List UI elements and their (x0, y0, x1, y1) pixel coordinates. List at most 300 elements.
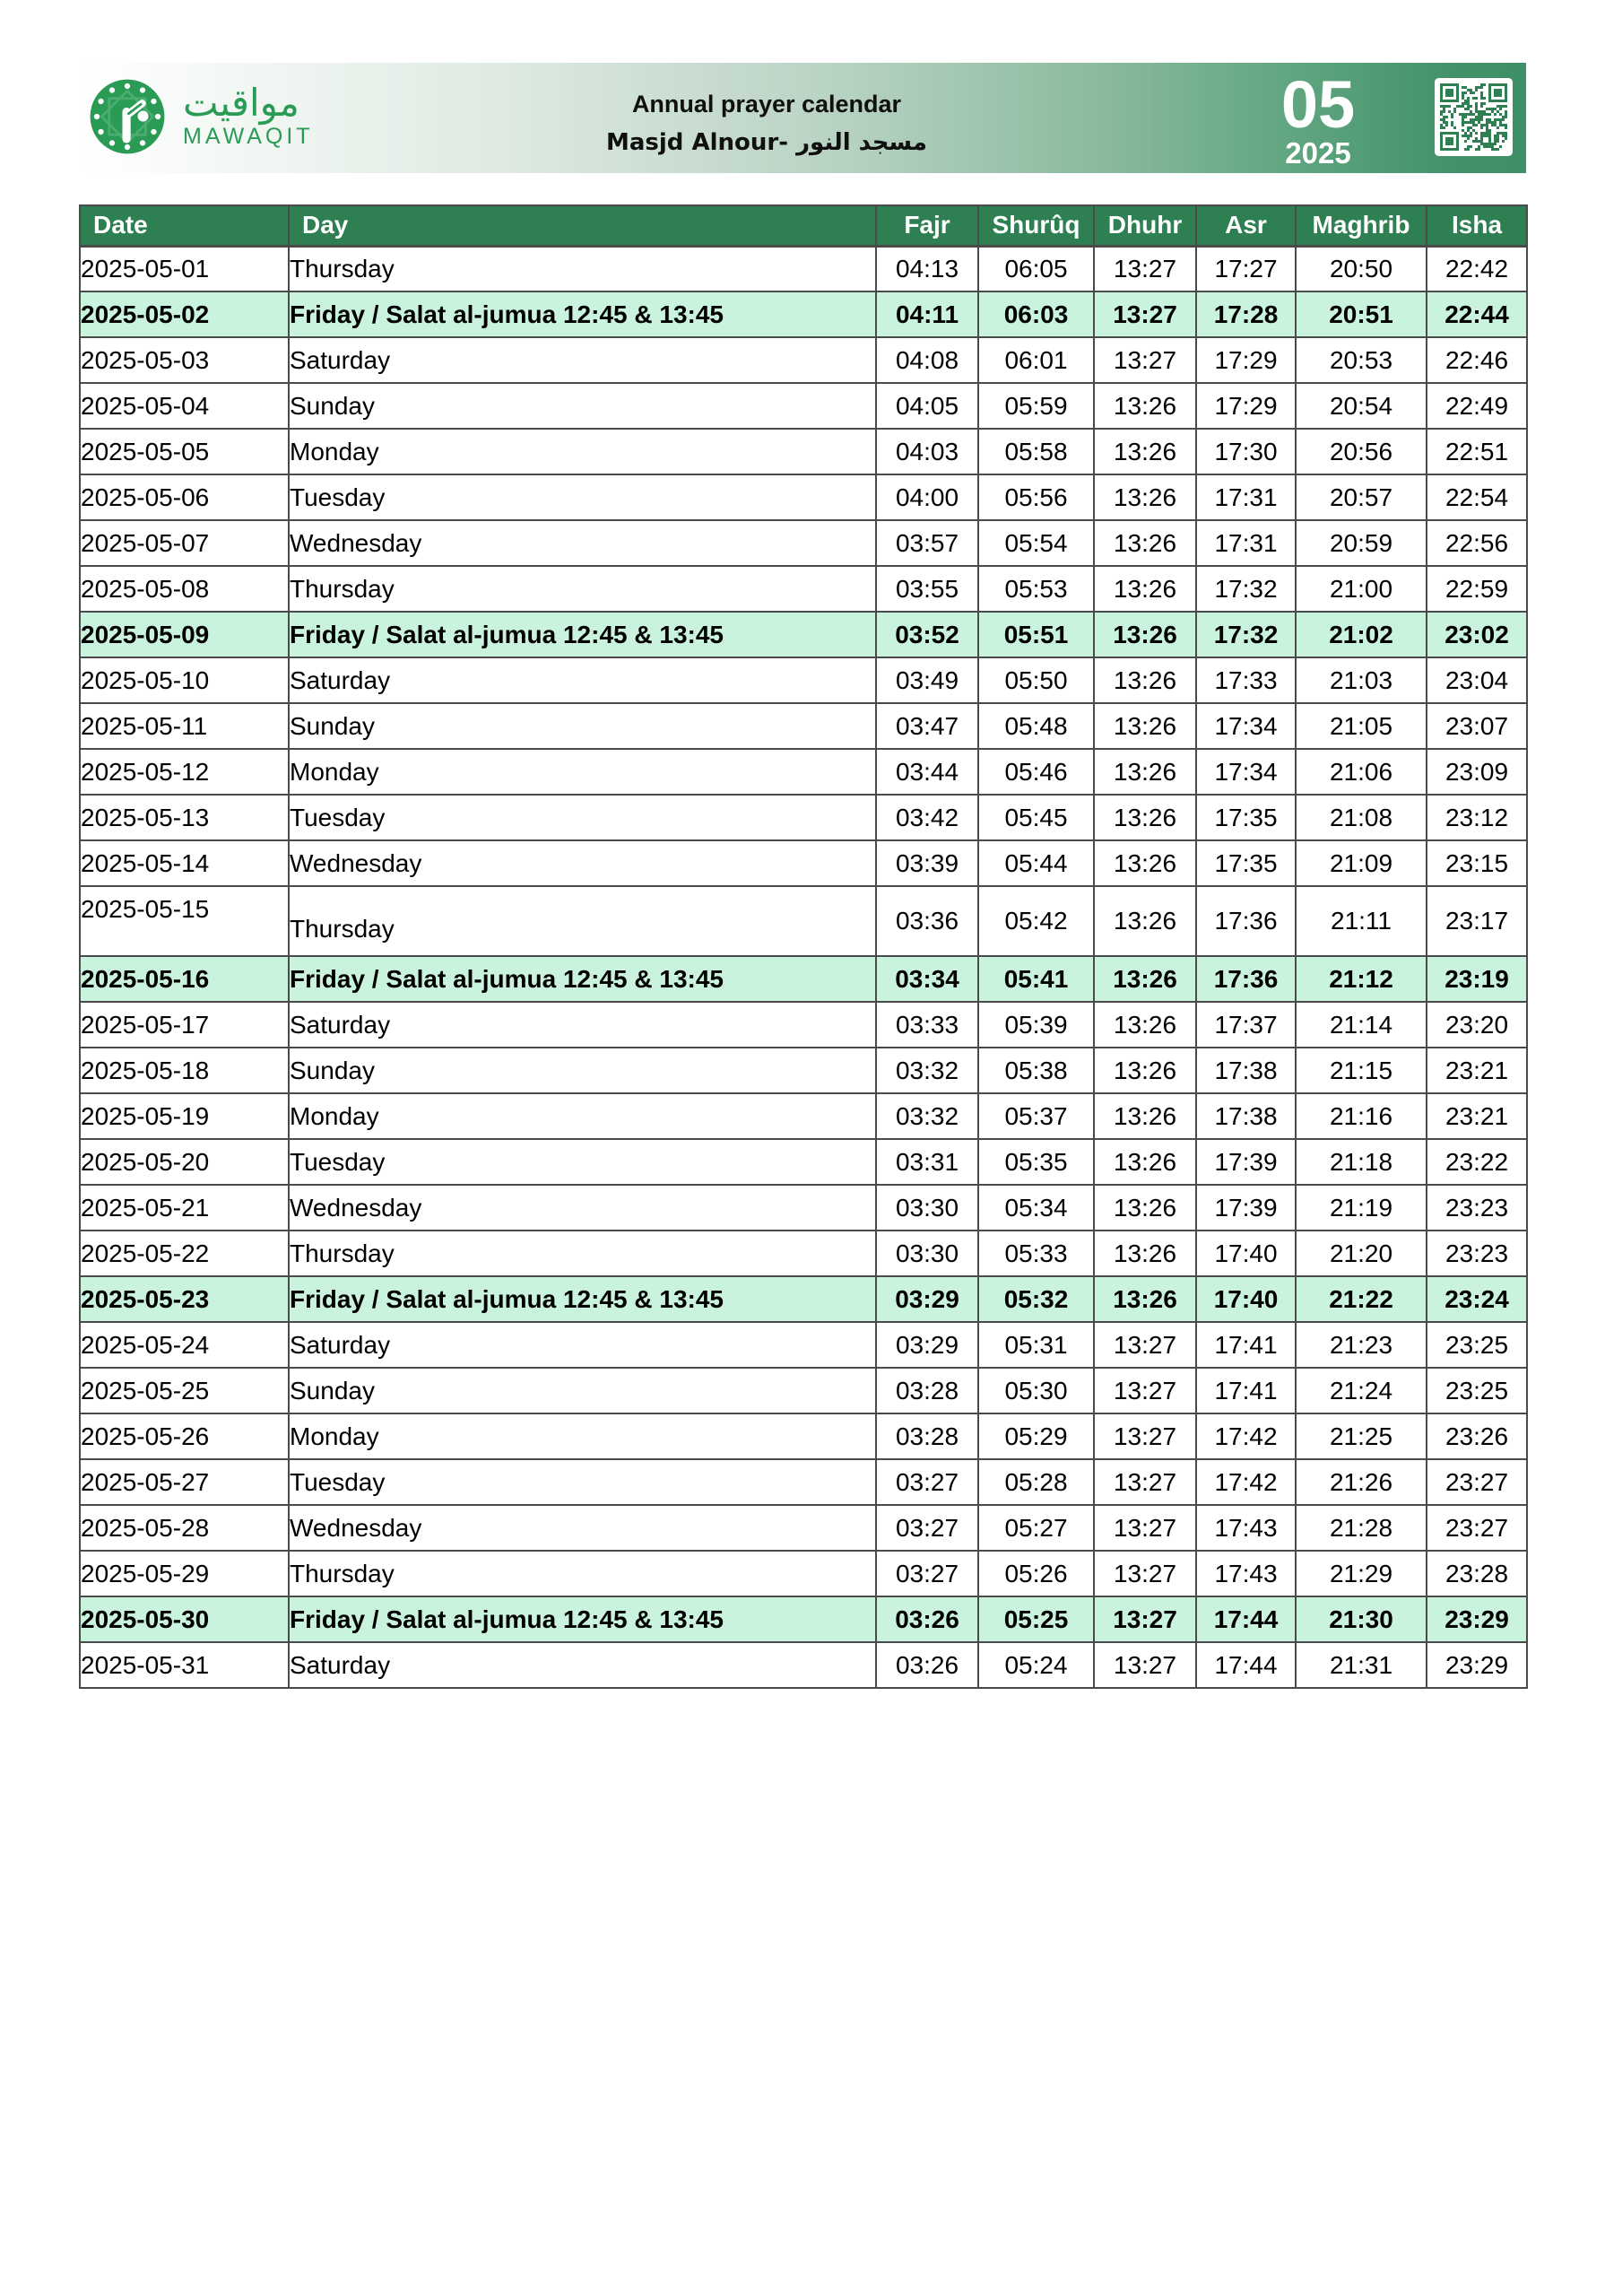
time-cell-maghrib: 20:50 (1296, 246, 1427, 291)
date-cell: 2025-05-06 (80, 474, 289, 520)
day-cell: Sunday (289, 1048, 876, 1093)
time-cell-isha: 23:09 (1427, 749, 1527, 795)
date-cell: 2025-05-09 (80, 612, 289, 657)
time-cell-asr: 17:34 (1196, 703, 1296, 749)
time-cell-dhuhr: 13:27 (1094, 1322, 1196, 1368)
day-cell: Sunday (289, 1368, 876, 1413)
time-cell-asr: 17:28 (1196, 291, 1296, 337)
time-cell-isha: 23:29 (1427, 1642, 1527, 1688)
date-cell: 2025-05-05 (80, 429, 289, 474)
qr-code-icon (1435, 78, 1513, 156)
table-header (80, 205, 1527, 246)
logo-arabic-text: مواقيت (183, 80, 299, 125)
day-cell: Friday / Salat al-jumua 12:45 & 13:45 (289, 956, 876, 1002)
date-cell: 2025-05-28 (80, 1505, 289, 1551)
date-cell: 2025-05-08 (80, 566, 289, 612)
time-cell-maghrib: 21:20 (1296, 1231, 1427, 1276)
table-row (80, 1231, 1527, 1276)
logo-latin-text: MAWAQIT (183, 123, 314, 149)
time-cell-fajr: 04:11 (876, 291, 978, 337)
table-row (80, 1551, 1527, 1596)
column-header-maghrib: Maghrib (1296, 205, 1427, 246)
time-cell-asr: 17:42 (1196, 1459, 1296, 1505)
time-cell-shur-q: 05:31 (978, 1322, 1094, 1368)
time-cell-fajr: 03:31 (876, 1139, 978, 1185)
time-cell-shur-q: 05:48 (978, 703, 1094, 749)
day-cell: Wednesday (289, 840, 876, 886)
time-cell-maghrib: 21:24 (1296, 1368, 1427, 1413)
time-cell-asr: 17:38 (1196, 1048, 1296, 1093)
time-cell-fajr: 04:00 (876, 474, 978, 520)
time-cell-isha: 23:26 (1427, 1413, 1527, 1459)
time-cell-maghrib: 21:11 (1296, 886, 1427, 956)
time-cell-maghrib: 21:28 (1296, 1505, 1427, 1551)
time-cell-isha: 23:19 (1427, 956, 1527, 1002)
time-cell-shur-q: 05:54 (978, 520, 1094, 566)
table-row (80, 1368, 1527, 1413)
time-cell-fajr: 03:49 (876, 657, 978, 703)
time-cell-asr: 17:42 (1196, 1413, 1296, 1459)
time-cell-shur-q: 05:50 (978, 657, 1094, 703)
time-cell-isha: 23:23 (1427, 1231, 1527, 1276)
time-cell-asr: 17:43 (1196, 1505, 1296, 1551)
table-row (80, 749, 1527, 795)
table-row (80, 703, 1527, 749)
time-cell-asr: 17:44 (1196, 1642, 1296, 1688)
day-cell: Tuesday (289, 474, 876, 520)
time-cell-asr: 17:27 (1196, 246, 1296, 291)
day-cell: Tuesday (289, 1459, 876, 1505)
table-row (80, 1185, 1527, 1231)
time-cell-isha: 23:12 (1427, 795, 1527, 840)
time-cell-asr: 17:39 (1196, 1185, 1296, 1231)
time-cell-asr: 17:31 (1196, 474, 1296, 520)
time-cell-shur-q: 05:45 (978, 795, 1094, 840)
date-cell: 2025-05-30 (80, 1596, 289, 1642)
day-cell: Sunday (289, 703, 876, 749)
day-cell: Wednesday (289, 1185, 876, 1231)
day-cell: Friday / Salat al-jumua 12:45 & 13:45 (289, 1596, 876, 1642)
time-cell-maghrib: 21:19 (1296, 1185, 1427, 1231)
time-cell-fajr: 03:27 (876, 1505, 978, 1551)
time-cell-dhuhr: 13:26 (1094, 1048, 1196, 1093)
day-cell: Tuesday (289, 1139, 876, 1185)
header-titles (79, 91, 1454, 156)
page-title: Annual prayer calendar (631, 91, 902, 117)
time-cell-fajr: 03:28 (876, 1413, 978, 1459)
time-cell-fajr: 03:30 (876, 1185, 978, 1231)
time-cell-asr: 17:37 (1196, 1002, 1296, 1048)
table-row (80, 337, 1527, 383)
table-row (80, 520, 1527, 566)
time-cell-asr: 17:30 (1196, 429, 1296, 474)
time-cell-asr: 17:36 (1196, 956, 1296, 1002)
day-cell: Monday (289, 1093, 876, 1139)
date-cell: 2025-05-26 (80, 1413, 289, 1459)
time-cell-maghrib: 20:59 (1296, 520, 1427, 566)
table-row (80, 1596, 1527, 1642)
time-cell-maghrib: 21:31 (1296, 1642, 1427, 1688)
time-cell-shur-q: 06:03 (978, 291, 1094, 337)
table-row (80, 1413, 1527, 1459)
time-cell-shur-q: 05:56 (978, 474, 1094, 520)
time-cell-shur-q: 05:53 (978, 566, 1094, 612)
time-cell-dhuhr: 13:26 (1094, 657, 1196, 703)
time-cell-asr: 17:35 (1196, 795, 1296, 840)
time-cell-shur-q: 05:25 (978, 1596, 1094, 1642)
time-cell-shur-q: 05:46 (978, 749, 1094, 795)
time-cell-dhuhr: 13:26 (1094, 566, 1196, 612)
time-cell-dhuhr: 13:26 (1094, 840, 1196, 886)
day-cell: Saturday (289, 657, 876, 703)
day-cell: Wednesday (289, 520, 876, 566)
time-cell-dhuhr: 13:26 (1094, 383, 1196, 429)
day-cell: Tuesday (289, 795, 876, 840)
time-cell-shur-q: 05:41 (978, 956, 1094, 1002)
time-cell-fajr: 04:08 (876, 337, 978, 383)
time-cell-maghrib: 21:02 (1296, 612, 1427, 657)
time-cell-maghrib: 21:25 (1296, 1413, 1427, 1459)
table-row (80, 840, 1527, 886)
time-cell-maghrib: 21:12 (1296, 956, 1427, 1002)
time-cell-isha: 23:28 (1427, 1551, 1527, 1596)
time-cell-asr: 17:44 (1196, 1596, 1296, 1642)
time-cell-fajr: 03:33 (876, 1002, 978, 1048)
day-cell: Thursday (289, 886, 876, 956)
time-cell-maghrib: 21:18 (1296, 1139, 1427, 1185)
time-cell-dhuhr: 13:27 (1094, 1596, 1196, 1642)
mosque-name: Masjd Alnour- مسجد النور (606, 129, 927, 156)
time-cell-asr: 17:40 (1196, 1231, 1296, 1276)
date-cell: 2025-05-27 (80, 1459, 289, 1505)
time-cell-fajr: 04:05 (876, 383, 978, 429)
time-cell-asr: 17:33 (1196, 657, 1296, 703)
column-header-isha: Isha (1427, 205, 1527, 246)
day-cell: Thursday (289, 566, 876, 612)
time-cell-isha: 22:54 (1427, 474, 1527, 520)
date-cell: 2025-05-14 (80, 840, 289, 886)
day-cell: Saturday (289, 337, 876, 383)
time-cell-maghrib: 20:51 (1296, 291, 1427, 337)
table-row (80, 1505, 1527, 1551)
time-cell-isha: 23:29 (1427, 1596, 1527, 1642)
time-cell-asr: 17:29 (1196, 337, 1296, 383)
time-cell-isha: 23:02 (1427, 612, 1527, 657)
date-cell: 2025-05-07 (80, 520, 289, 566)
time-cell-isha: 23:07 (1427, 703, 1527, 749)
time-cell-fajr: 03:29 (876, 1322, 978, 1368)
time-cell-shur-q: 05:59 (978, 383, 1094, 429)
date-cell: 2025-05-18 (80, 1048, 289, 1093)
time-cell-isha: 22:42 (1427, 246, 1527, 291)
date-cell: 2025-05-22 (80, 1231, 289, 1276)
date-cell: 2025-05-13 (80, 795, 289, 840)
time-cell-dhuhr: 13:27 (1094, 1551, 1196, 1596)
time-cell-maghrib: 20:57 (1296, 474, 1427, 520)
date-cell: 2025-05-15 (80, 886, 289, 956)
time-cell-maghrib: 20:56 (1296, 429, 1427, 474)
time-cell-isha: 23:23 (1427, 1185, 1527, 1231)
time-cell-shur-q: 06:05 (978, 246, 1094, 291)
table-row (80, 1276, 1527, 1322)
time-cell-fajr: 03:57 (876, 520, 978, 566)
time-cell-shur-q: 05:24 (978, 1642, 1094, 1688)
table-body (80, 246, 1527, 1688)
time-cell-isha: 22:44 (1427, 291, 1527, 337)
time-cell-dhuhr: 13:27 (1094, 291, 1196, 337)
day-cell: Thursday (289, 1551, 876, 1596)
time-cell-fajr: 03:36 (876, 886, 978, 956)
day-cell: Friday / Salat al-jumua 12:45 & 13:45 (289, 291, 876, 337)
time-cell-dhuhr: 13:26 (1094, 1185, 1196, 1231)
time-cell-dhuhr: 13:26 (1094, 429, 1196, 474)
time-cell-maghrib: 21:30 (1296, 1596, 1427, 1642)
time-cell-dhuhr: 13:26 (1094, 703, 1196, 749)
time-cell-maghrib: 21:23 (1296, 1322, 1427, 1368)
table-row (80, 246, 1527, 291)
column-header-asr: Asr (1196, 205, 1296, 246)
time-cell-isha: 22:51 (1427, 429, 1527, 474)
time-cell-shur-q: 05:58 (978, 429, 1094, 474)
time-cell-dhuhr: 13:26 (1094, 1139, 1196, 1185)
time-cell-isha: 22:56 (1427, 520, 1527, 566)
time-cell-shur-q: 05:35 (978, 1139, 1094, 1185)
time-cell-shur-q: 05:39 (978, 1002, 1094, 1048)
time-cell-shur-q: 05:28 (978, 1459, 1094, 1505)
time-cell-dhuhr: 13:26 (1094, 520, 1196, 566)
time-cell-asr: 17:38 (1196, 1093, 1296, 1139)
time-cell-dhuhr: 13:27 (1094, 1413, 1196, 1459)
column-header-dhuhr: Dhuhr (1094, 205, 1196, 246)
date-cell: 2025-05-23 (80, 1276, 289, 1322)
time-cell-maghrib: 21:16 (1296, 1093, 1427, 1139)
column-header-date: Date (80, 205, 289, 246)
time-cell-asr: 17:36 (1196, 886, 1296, 956)
time-cell-dhuhr: 13:26 (1094, 1276, 1196, 1322)
time-cell-asr: 17:43 (1196, 1551, 1296, 1596)
time-cell-shur-q: 05:44 (978, 840, 1094, 886)
date-cell: 2025-05-04 (80, 383, 289, 429)
time-cell-dhuhr: 13:26 (1094, 886, 1196, 956)
date-cell: 2025-05-25 (80, 1368, 289, 1413)
table-row (80, 429, 1527, 474)
time-cell-dhuhr: 13:26 (1094, 474, 1196, 520)
time-cell-maghrib: 21:26 (1296, 1459, 1427, 1505)
time-cell-dhuhr: 13:27 (1094, 337, 1196, 383)
time-cell-maghrib: 21:14 (1296, 1002, 1427, 1048)
date-cell: 2025-05-31 (80, 1642, 289, 1688)
time-cell-fajr: 03:27 (876, 1459, 978, 1505)
date-cell: 2025-05-12 (80, 749, 289, 795)
time-cell-shur-q: 05:34 (978, 1185, 1094, 1231)
table-row (80, 291, 1527, 337)
time-cell-fajr: 03:39 (876, 840, 978, 886)
time-cell-asr: 17:32 (1196, 612, 1296, 657)
month-number: 05 (1280, 67, 1356, 142)
time-cell-isha: 22:59 (1427, 566, 1527, 612)
time-cell-isha: 23:22 (1427, 1139, 1527, 1185)
time-cell-fajr: 04:13 (876, 246, 978, 291)
time-cell-asr: 17:32 (1196, 566, 1296, 612)
date-cell: 2025-05-17 (80, 1002, 289, 1048)
time-cell-fajr: 04:03 (876, 429, 978, 474)
time-cell-dhuhr: 13:26 (1094, 956, 1196, 1002)
time-cell-isha: 23:24 (1427, 1276, 1527, 1322)
table-row (80, 612, 1527, 657)
time-cell-isha: 23:17 (1427, 886, 1527, 956)
time-cell-shur-q: 05:30 (978, 1368, 1094, 1413)
table-row (80, 956, 1527, 1002)
time-cell-asr: 17:41 (1196, 1322, 1296, 1368)
day-cell: Saturday (289, 1642, 876, 1688)
time-cell-maghrib: 21:08 (1296, 795, 1427, 840)
time-cell-asr: 17:41 (1196, 1368, 1296, 1413)
time-cell-fajr: 03:28 (876, 1368, 978, 1413)
time-cell-maghrib: 21:00 (1296, 566, 1427, 612)
date-cell: 2025-05-03 (80, 337, 289, 383)
column-header-day: Day (289, 205, 876, 246)
time-cell-isha: 23:27 (1427, 1505, 1527, 1551)
time-cell-shur-q: 05:29 (978, 1413, 1094, 1459)
time-cell-asr: 17:40 (1196, 1276, 1296, 1322)
date-cell: 2025-05-01 (80, 246, 289, 291)
time-cell-asr: 17:39 (1196, 1139, 1296, 1185)
table-row (80, 383, 1527, 429)
table-row (80, 1093, 1527, 1139)
time-cell-isha: 22:49 (1427, 383, 1527, 429)
time-cell-fajr: 03:26 (876, 1642, 978, 1688)
table-row (80, 1642, 1527, 1688)
time-cell-maghrib: 20:53 (1296, 337, 1427, 383)
day-cell: Thursday (289, 1231, 876, 1276)
table-row (80, 886, 1527, 956)
time-cell-isha: 22:46 (1427, 337, 1527, 383)
time-cell-fajr: 03:47 (876, 703, 978, 749)
time-cell-fajr: 03:30 (876, 1231, 978, 1276)
time-cell-maghrib: 21:03 (1296, 657, 1427, 703)
time-cell-shur-q: 05:38 (978, 1048, 1094, 1093)
time-cell-dhuhr: 13:26 (1094, 1093, 1196, 1139)
table-row (80, 1002, 1527, 1048)
column-header-fajr: Fajr (876, 205, 978, 246)
time-cell-shur-q: 05:42 (978, 886, 1094, 956)
time-cell-maghrib: 21:05 (1296, 703, 1427, 749)
date-cell: 2025-05-19 (80, 1093, 289, 1139)
time-cell-fajr: 03:29 (876, 1276, 978, 1322)
day-cell: Wednesday (289, 1505, 876, 1551)
date-cell: 2025-05-24 (80, 1322, 289, 1368)
time-cell-asr: 17:29 (1196, 383, 1296, 429)
time-cell-shur-q: 05:27 (978, 1505, 1094, 1551)
time-cell-dhuhr: 13:26 (1094, 612, 1196, 657)
day-cell: Friday / Salat al-jumua 12:45 & 13:45 (289, 1276, 876, 1322)
day-cell: Monday (289, 749, 876, 795)
time-cell-asr: 17:31 (1196, 520, 1296, 566)
date-cell: 2025-05-29 (80, 1551, 289, 1596)
time-cell-maghrib: 21:09 (1296, 840, 1427, 886)
time-cell-asr: 17:34 (1196, 749, 1296, 795)
time-cell-maghrib: 20:54 (1296, 383, 1427, 429)
time-cell-fajr: 03:52 (876, 612, 978, 657)
time-cell-maghrib: 21:29 (1296, 1551, 1427, 1596)
date-cell: 2025-05-16 (80, 956, 289, 1002)
time-cell-isha: 23:04 (1427, 657, 1527, 703)
day-cell: Monday (289, 429, 876, 474)
time-cell-asr: 17:35 (1196, 840, 1296, 886)
time-cell-isha: 23:21 (1427, 1048, 1527, 1093)
table-header-row (80, 205, 1527, 246)
table-row (80, 1048, 1527, 1093)
time-cell-shur-q: 06:01 (978, 337, 1094, 383)
time-cell-dhuhr: 13:27 (1094, 1505, 1196, 1551)
time-cell-dhuhr: 13:26 (1094, 1002, 1196, 1048)
time-cell-fajr: 03:34 (876, 956, 978, 1002)
time-cell-fajr: 03:27 (876, 1551, 978, 1596)
time-cell-maghrib: 21:22 (1296, 1276, 1427, 1322)
time-cell-shur-q: 05:51 (978, 612, 1094, 657)
day-cell: Thursday (289, 246, 876, 291)
time-cell-dhuhr: 13:26 (1094, 1231, 1196, 1276)
day-cell: Saturday (289, 1002, 876, 1048)
time-cell-maghrib: 21:15 (1296, 1048, 1427, 1093)
time-cell-fajr: 03:32 (876, 1048, 978, 1093)
year-label: 2025 (1285, 136, 1351, 170)
time-cell-fajr: 03:32 (876, 1093, 978, 1139)
date-cell: 2025-05-20 (80, 1139, 289, 1185)
table-row (80, 566, 1527, 612)
time-cell-dhuhr: 13:27 (1094, 1642, 1196, 1688)
time-cell-isha: 23:21 (1427, 1093, 1527, 1139)
table-row (80, 657, 1527, 703)
time-cell-dhuhr: 13:27 (1094, 246, 1196, 291)
table-row (80, 1459, 1527, 1505)
time-cell-isha: 23:15 (1427, 840, 1527, 886)
time-cell-isha: 23:20 (1427, 1002, 1527, 1048)
date-cell: 2025-05-10 (80, 657, 289, 703)
time-cell-dhuhr: 13:26 (1094, 749, 1196, 795)
date-cell: 2025-05-11 (80, 703, 289, 749)
header-band (79, 63, 1526, 173)
column-header-shur-q: Shurûq (978, 205, 1094, 246)
month-year-block (1264, 67, 1372, 170)
day-cell: Friday / Salat al-jumua 12:45 & 13:45 (289, 612, 876, 657)
time-cell-maghrib: 21:06 (1296, 749, 1427, 795)
prayer-times-table (79, 204, 1528, 1689)
time-cell-dhuhr: 13:27 (1094, 1459, 1196, 1505)
time-cell-isha: 23:25 (1427, 1322, 1527, 1368)
time-cell-shur-q: 05:26 (978, 1551, 1094, 1596)
time-cell-shur-q: 05:32 (978, 1276, 1094, 1322)
time-cell-dhuhr: 13:27 (1094, 1368, 1196, 1413)
table-row (80, 1322, 1527, 1368)
time-cell-isha: 23:27 (1427, 1459, 1527, 1505)
time-cell-fajr: 03:55 (876, 566, 978, 612)
day-cell: Sunday (289, 383, 876, 429)
day-cell: Monday (289, 1413, 876, 1459)
date-cell: 2025-05-02 (80, 291, 289, 337)
table-row (80, 1139, 1527, 1185)
time-cell-shur-q: 05:37 (978, 1093, 1094, 1139)
time-cell-dhuhr: 13:26 (1094, 795, 1196, 840)
time-cell-fajr: 03:26 (876, 1596, 978, 1642)
table-row (80, 795, 1527, 840)
time-cell-fajr: 03:44 (876, 749, 978, 795)
day-cell: Saturday (289, 1322, 876, 1368)
time-cell-shur-q: 05:33 (978, 1231, 1094, 1276)
table-row (80, 474, 1527, 520)
time-cell-isha: 23:25 (1427, 1368, 1527, 1413)
date-cell: 2025-05-21 (80, 1185, 289, 1231)
